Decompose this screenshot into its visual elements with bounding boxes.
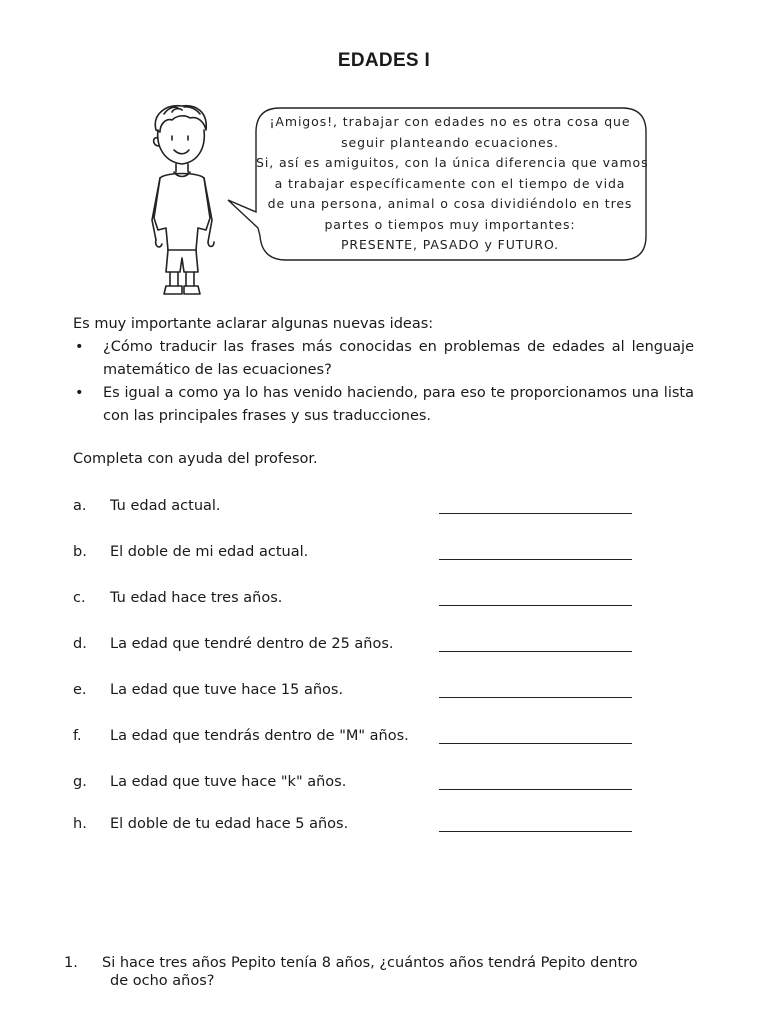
item-text: El doble de tu edad hace 5 años. [110, 816, 349, 832]
item-text: La edad que tuve hace 15 años. [110, 682, 344, 698]
bullet-text: ¿Cómo traducir las frases más conocidas en problemas de edades al lenguaje matemático de las ecuaciones? [103, 339, 694, 378]
bullet-text: Es igual a como ya lo has venido haciendo, para eso te proporcionamos una lista con las principales frases y sus traducciones. [103, 385, 694, 424]
problem-1 [64, 954, 694, 990]
bubble-line: Si, así es amiguitos, con la única diferencia que vamos [256, 155, 649, 170]
answer-blank[interactable] [439, 605, 632, 606]
answer-blank[interactable] [439, 743, 632, 744]
item-text: La edad que tendré dentro de 25 años. [110, 636, 394, 652]
answer-blank[interactable] [439, 559, 632, 560]
exercise-item [73, 816, 643, 838]
exercise-item [73, 590, 643, 612]
problem-text-continuation: de ocho años? [110, 973, 215, 989]
speech-bubble-text [256, 112, 649, 256]
answer-blank[interactable] [439, 831, 632, 832]
intro-text: Es muy importante aclarar algunas nuevas ideas: [73, 316, 434, 332]
bubble-line: de una persona, animal o cosa dividiéndolo en tres [267, 196, 633, 211]
bullet-list [73, 336, 694, 428]
boy-illustration [138, 100, 228, 300]
bubble-line: a trabajar específicamente con el tiempo de vida [274, 175, 626, 191]
complete-instruction: Completa con ayuda del profesor. [73, 451, 318, 467]
bubble-line: seguir planteando ecuaciones. [341, 134, 559, 150]
item-text: La edad que tuve hace "k" años. [110, 774, 347, 790]
bullet-item [73, 382, 694, 428]
exercise-item [73, 544, 643, 566]
bullet-item [73, 336, 694, 382]
item-letter: c. [73, 590, 86, 606]
item-text: Tu edad actual. [110, 498, 221, 514]
exercise-item [73, 774, 643, 796]
exercise-item [73, 682, 643, 704]
answer-blank[interactable] [439, 513, 632, 514]
item-text: El doble de mi edad actual. [110, 544, 309, 560]
exercise-item [73, 636, 643, 658]
answer-blank[interactable] [439, 789, 632, 790]
bubble-line: ¡Amigos!, trabajar con edades no es otra cosa que [269, 114, 631, 129]
item-letter: e. [73, 682, 87, 698]
bubble-line: PRESENTE, PASADO y FUTURO. [340, 237, 560, 252]
page-title: EDADES I [337, 50, 431, 71]
answer-blank[interactable] [439, 697, 632, 698]
problem-number: 1. [64, 955, 78, 971]
item-letter: a. [73, 498, 87, 514]
item-letter: h. [73, 816, 87, 832]
item-letter: f. [73, 728, 82, 744]
item-letter: b. [73, 544, 87, 560]
problem-text: Si hace tres años Pepito tenía 8 años, ¿cuántos años tendrá Pepito dentro [102, 955, 638, 971]
item-text: La edad que tendrás dentro de "M" años. [110, 728, 409, 744]
answer-blank[interactable] [439, 651, 632, 652]
exercise-item [73, 728, 643, 750]
item-letter: d. [73, 636, 87, 652]
item-letter: g. [73, 774, 87, 790]
bubble-line: partes o tiempos muy importantes: [324, 216, 576, 232]
exercise-item [73, 498, 643, 520]
bullet-dot-icon: • [75, 385, 84, 401]
item-text: Tu edad hace tres años. [110, 590, 283, 606]
bullet-dot-icon: • [75, 339, 84, 355]
